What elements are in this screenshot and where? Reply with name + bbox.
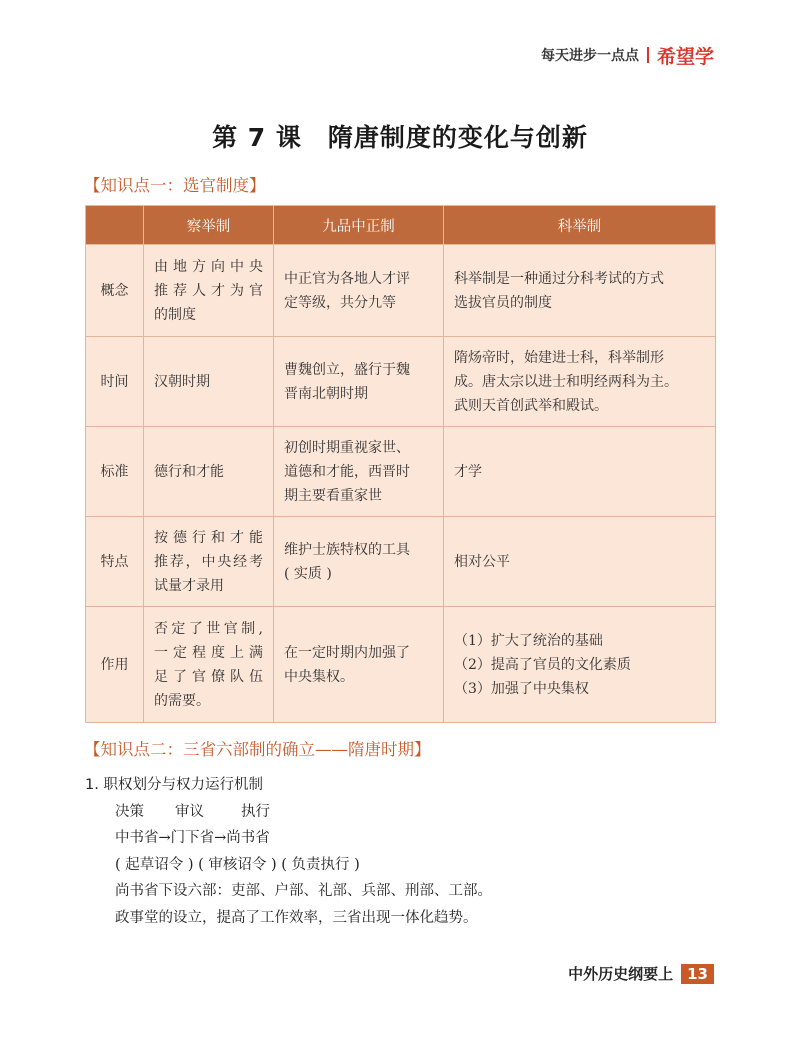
cell-line: 中央集权。 [284,668,354,685]
page-number: 13 [681,964,714,984]
table-body [86,245,716,723]
flow-roles: ( 起草诏令 ) ( 审核诏令 ) ( 负责执行 ) [115,857,360,873]
cell-line: 相对公平 [454,553,510,570]
table-cell-c2 [274,517,444,607]
cell-line: 汉朝时期 [154,373,210,390]
cell-line: ( 实质 ) [284,565,332,582]
flow-heading: 执行 [241,804,270,820]
flow-heading: 审议 [175,804,204,820]
table-header-cell: 科举制 [444,206,716,245]
section-heading-2: 【知识点二：三省六部制的确立——隋唐时期】 [84,740,431,759]
table-row [86,517,716,607]
cell-line: 曹魏创立，盛行于魏 [284,361,410,378]
row-label: 标准 [86,427,144,517]
row-label: 概念 [86,245,144,337]
cell-line: 才学 [454,463,482,480]
point-title: 1. 职权划分与权力运行机制 [85,777,263,793]
cell-line: （1）扩大了统治的基础 [454,632,603,649]
cell-line: 定等级，共分九等 [284,294,396,311]
table-row [86,427,716,517]
cell-line: 隋炀帝时，始建进士科，科举制形 [454,349,664,366]
page-title: 第 7 课 隋唐制度的变化与创新 [212,123,588,152]
flow-headings [115,800,270,821]
cell-line: 科举制是一种通过分科考试的方式 [454,270,664,287]
table-cell-c3 [444,427,716,517]
book-name: 中外历史纲要上 [568,965,674,983]
flow-chain: 中书省→门下省→尚书省 [115,830,270,846]
zhengshitang-text: 政事堂的设立，提高了工作效率，三省出现一体化趋势。 [115,910,478,926]
comparison-table [85,205,716,723]
brand-logo: 希望学 [656,45,714,68]
row-label: 时间 [86,337,144,427]
table-cell-c1 [144,517,274,607]
table-cell-c3 [444,517,716,607]
cell-line: 武则天首创武举和殿试。 [454,397,608,414]
table-cell-c1 [144,427,274,517]
cell-line: 试量才录用 [154,577,224,594]
table-cell-c1 [144,245,274,337]
page-footer [568,963,714,984]
cell-line: （3）加强了中央集权 [454,680,589,697]
table-row [86,337,716,427]
table-cell-c2 [274,427,444,517]
cell-line: 在一定时期内加强了 [284,644,410,661]
table-cell-c3 [444,337,716,427]
cell-line: 按德行和才能 [154,529,263,546]
cell-line: 推荐人才为官 [154,282,263,299]
table-header-cell [86,206,144,245]
cell-line: 中正官为各地人才评 [284,270,410,287]
table-header-cell: 察举制 [144,206,274,245]
flow-heading: 决策 [115,804,144,820]
header-slogan: 每天进步一点点 [540,48,639,64]
table-header-row [86,206,716,245]
six-departments-text: 尚书省下设六部：吏部、户部、礼部、兵部、刑部、工部。 [115,883,492,899]
section-heading-1: 【知识点一：选官制度】 [84,176,266,195]
row-label: 作用 [86,607,144,723]
cell-line: 道德和才能，西晋时 [284,463,410,480]
cell-line: 晋南北朝时期 [284,385,368,402]
table-cell-c3 [444,607,716,723]
cell-line: 维护士族特权的工具 [284,541,410,558]
table-cell-c2 [274,607,444,723]
cell-line: 否定了世官制, [154,620,263,637]
table-cell-c2 [274,337,444,427]
cell-line: 推荐，中央经考 [154,553,263,570]
table-cell-c1 [144,337,274,427]
table-header-cell: 九品中正制 [274,206,444,245]
table-row [86,607,716,723]
cell-line: 选拔官员的制度 [454,294,552,311]
cell-line: 的制度 [154,306,196,323]
row-label: 特点 [86,517,144,607]
cell-line: （2）提高了官员的文化素质 [454,656,631,673]
cell-line: 成。唐太宗以进士和明经两科为主。 [454,373,678,390]
cell-line: 期主要看重家世 [284,487,382,504]
table-row [86,245,716,337]
cell-line: 一定程度上满 [154,644,263,661]
table-cell-c1 [144,607,274,723]
page-header [541,44,714,66]
cell-line: 由地方向中央 [154,258,263,275]
table-cell-c3 [444,245,716,337]
cell-line: 的需要。 [154,692,210,709]
header-divider [647,47,649,63]
cell-line: 足了官僚队伍 [154,668,263,685]
cell-line: 德行和才能 [154,463,224,480]
cell-line: 初创时期重视家世、 [284,439,410,456]
table-cell-c2 [274,245,444,337]
